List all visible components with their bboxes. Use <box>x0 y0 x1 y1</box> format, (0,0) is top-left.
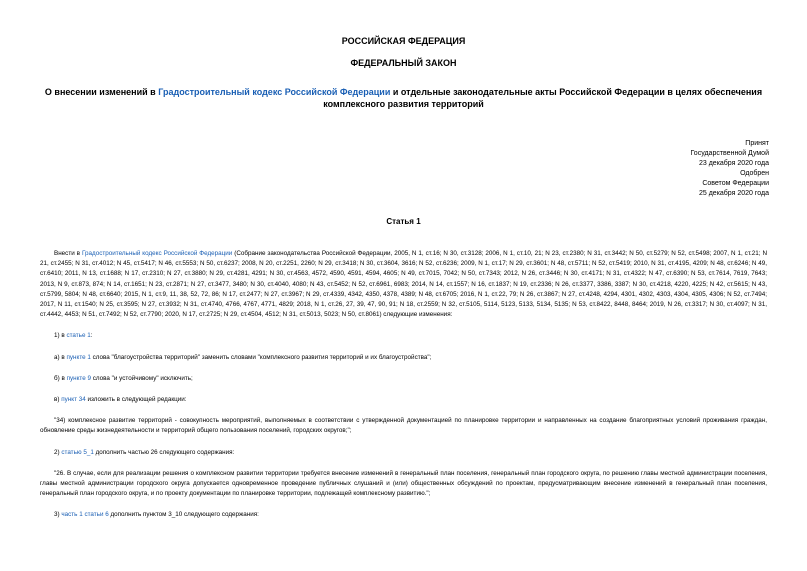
title-suffix: и отдельные законодательные акты Российской Федерации в целях обеспечения комплексного развития территорий <box>323 87 763 109</box>
adoption-block <box>569 139 769 199</box>
item-b <box>40 374 767 384</box>
law-title <box>40 86 767 110</box>
item-b-suffix: слова "и устойчивому" исключить; <box>91 374 193 382</box>
article-heading: Статья 1 <box>386 217 421 226</box>
item-b-prefix: б) в <box>54 374 67 382</box>
item-3-suffix: дополнить пунктом 3_10 следующего содержания: <box>108 511 259 519</box>
item-2-link[interactable]: статью 5_1 <box>61 448 94 456</box>
item-v <box>40 395 767 405</box>
item-3-link[interactable]: часть 1 статьи 6 <box>61 511 109 519</box>
adoption-date: 23 декабря 2020 года <box>698 160 769 167</box>
title-code-link[interactable]: Градостроительный кодекс Российской Федерации <box>158 87 391 97</box>
item-a <box>40 353 767 363</box>
adoption-line: Государственной Думой <box>690 150 769 157</box>
intro-suffix: (Собрание законодательства Российской Федерации, 2005, N 1, ст.16; N 30, ст.3128; 2006, N 1, ст.10, 21; N 23, ст.2380; N 31, ст.3442; N 50, ст.5279; N 52, ст.5498; 2007, N 1, ст.21; N 21, ст.2455; N 31, ст.4012; N 45, ст.5417; N 46, ст.5553; N 50, ст.6237; 2008, N 20, ст.2251, 2260; N 29, ст.3418; N 30, ст.3604, 3616; N 52, ст.6236; 2009, N 1, ст.17; N 29, ст.3601; N 48, ст.5711; N 52, ст.5419; 2010, N 31, ст.4195, 4209; N 48, ст.6246; N 49, ст.6410; 2011, N 13, ст.1688; N 17, ст.2310; N 27, ст.3880; N 29, ст.4281, 4291; N 30, ст.4563, 4572, 4590, 4591, 4594, 4605; N 49, ст.7015, 7042; N 50, ст.7343; 2012, N 26, ст.3446; N 30, ст.4171; N 31, ст.4322; N 47, ст.6390; N 53, ст.7614, 7619, 7643; 2013, N 9, ст.873, 874; N 14, ст.1651; N 23, ст.2871; N 27, ст.3477, 3480; N 30, ст.4040, 4080; N 43, ст.5452; N 52, ст.6961, 6983; 2014, N 14, ст.1557; N 16, ст.1837; N 19, ст.2336; N 26, ст.3377, 3386, 3387; N 30, ст.4218, 4220, 4225; N 42, ст.5615; N 43, ст.5799, 5804; N 48, ст.6640; 2015, N 1, ст.9, 11, 38, 52, 72, 86; N 17, ст.2477; N 27, ст.3967; N 29, ст.4339, 4342, 4350, 4378, 4389; N 48, ст.6705; 2016, N 1, ст.22, 79; N 26, ст.3867; N 27, ст.4248, 4294, 4301, 4302, 4303, 4304, 4305, 4306; N 52, ст.7494; 2017, N 11, ст.1540; N 25, ст.3595; N 27, ст.3932; N 31, ст.4740, 4766, 4767, 4771, 4829; 2018, N 1, ст.26, 27, 39, 47, 90, 91; N 18, ст.2559; N 32, ст.5105, 5114, 5123, 5133, 5134, 5135; N 53, ст.8422, 8448, 8464; 2019, N 26, ст.3317; N 30, ст.4097; N 31, ст.4442, 4453; N 51, ст.7492; N 52, ст.7790; 2020, N 17, ст.2725; N 29, ст.4504, 4512; N 31, ст.5013, 5023; N 50, ст.8061) следующие изменения: <box>40 250 768 319</box>
article-body <box>40 249 767 521</box>
item-a-link[interactable]: пункте 1 <box>66 353 91 361</box>
item-2 <box>40 448 767 458</box>
approval-line: Советом Федерации <box>702 180 769 187</box>
title-prefix: О внесении изменений в <box>44 87 159 97</box>
item-1-suffix: : <box>90 332 93 340</box>
item-a-suffix: слова "благоустройства территорий" заменить словами "комплексного развития территорий и их благоустройства"; <box>90 353 432 361</box>
item-3-prefix: 3) <box>54 511 62 519</box>
adoption-line: Принят <box>745 140 769 147</box>
law-type-heading: ФЕДЕРАЛЬНЫЙ ЗАКОН <box>350 58 457 68</box>
federation-heading: РОССИЙСКАЯ ФЕДЕРАЦИЯ <box>341 36 466 46</box>
approval-line: Одобрен <box>740 170 769 177</box>
item-1-prefix: 1) в <box>54 332 67 340</box>
item-b-link[interactable]: пункте 9 <box>66 374 91 382</box>
item-2-prefix: 2) <box>54 448 62 456</box>
quote-34: "34) комплексное развитие территорий - совокупность мероприятий, выполняемых в соответствии с утвержденной документацией по планировке территории и направленных на создание благоприятных условий проживания граждан, обновление среды жизнедеятельности и территорий общего пользования поселений, городских округов;"; <box>40 417 767 435</box>
item-a-prefix: а) в <box>54 353 67 361</box>
quote-26: "26. В случае, если для реализации решения о комплексном развитии территории требуется внесение изменений в генеральный план поселения, генеральный план городского округа, по решению главы местной администрации поселения, главы местной администрации городского округа допускается одновременное проведение публичных слушаний и (или) общественных обсуждений по проектам, предусматривающим внесение изменений в генеральный план поселения, генеральный план городского округа, и по проекту документации по планировке территории, подлежащей комплексному развитию."; <box>40 469 767 498</box>
item-1 <box>40 331 767 341</box>
item-v-prefix: в) <box>54 396 62 404</box>
item-v-link[interactable]: пункт 34 <box>61 396 86 404</box>
intro-prefix: Внести в <box>54 250 82 257</box>
intro-paragraph <box>40 249 767 320</box>
approval-date: 25 декабря 2020 года <box>698 190 769 197</box>
item-1-link[interactable]: статье 1 <box>66 332 91 340</box>
item-v-suffix: изложить в следующей редакции: <box>85 396 187 404</box>
item-3 <box>40 510 767 520</box>
intro-code-link[interactable]: Градостроительный кодекс Российской Федерации <box>81 250 233 257</box>
item-2-suffix: дополнить частью 26 следующего содержания: <box>93 448 235 456</box>
